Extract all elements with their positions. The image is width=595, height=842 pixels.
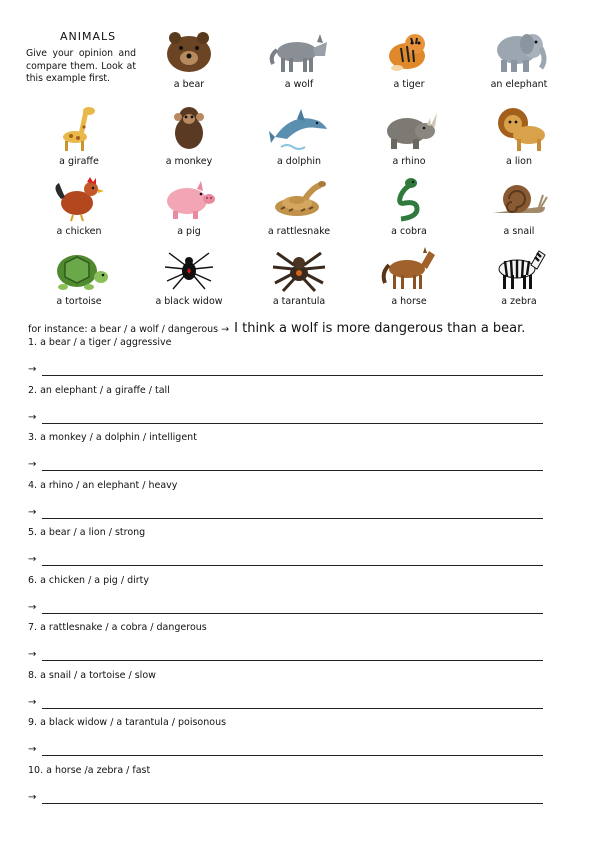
page-title: ANIMALS (60, 30, 117, 43)
animal-card (354, 173, 464, 237)
answer-line[interactable] (42, 660, 543, 661)
answer-row (28, 554, 543, 568)
answer-row (28, 792, 543, 806)
answer-line[interactable] (42, 755, 543, 756)
arrow-icon: → (28, 791, 37, 803)
instructions: Give your opinion and compare them. Look at this example first. (26, 48, 136, 85)
exercise-prompt: 1. a bear / a tiger / aggressive (28, 337, 172, 348)
arrow-icon: → (28, 459, 37, 470)
animal-label: a dolphin (276, 156, 322, 167)
answer-line[interactable] (42, 518, 543, 519)
lion-icon (487, 103, 551, 153)
exercise-item (28, 337, 543, 378)
exercise-prompt: 10. a horse /a zebra / fast (28, 764, 151, 776)
snail-icon (487, 173, 551, 223)
animal-label: a tiger (393, 79, 425, 90)
exercise-prompt: 4. a rhino / an elephant / heavy (28, 479, 178, 491)
answer-row (28, 412, 543, 426)
answer-line[interactable] (42, 375, 543, 376)
animal-card (464, 103, 574, 167)
animal-card (244, 26, 354, 90)
arrow-icon: → (28, 554, 37, 565)
rhino-icon (377, 103, 441, 153)
example-arrow: → (221, 324, 230, 335)
animal-label: a rattlesnake (267, 226, 331, 237)
elephant-icon (487, 26, 551, 76)
answer-row (28, 697, 543, 711)
animal-label: an elephant (490, 79, 548, 90)
cobra-icon (377, 173, 441, 223)
answer-line[interactable] (42, 708, 543, 709)
answer-line[interactable] (42, 565, 543, 566)
example-answer: I think a wolf is more dangerous than a bear. (234, 321, 526, 336)
arrow-icon: → (28, 696, 37, 708)
exercise-prompt: 7. a rattlesnake / a cobra / dangerous (28, 622, 207, 633)
answer-row (28, 602, 543, 616)
animal-label: a rhino (392, 156, 426, 167)
animal-card (134, 26, 244, 90)
monkey-icon (157, 103, 221, 153)
exercise-prompt: 6. a chicken / a pig / dirty (28, 574, 150, 586)
exercise-item (28, 527, 543, 568)
exercise-item (28, 480, 543, 521)
animal-card (244, 173, 354, 237)
animal-card (24, 243, 134, 307)
animal-label: a tortoise (56, 296, 102, 307)
zebra-icon (487, 243, 551, 293)
answer-row (28, 507, 543, 521)
arrow-icon: → (28, 601, 37, 613)
exercise-item (28, 670, 543, 711)
animal-card (464, 26, 574, 90)
animal-label: a horse (391, 296, 427, 307)
animal-card (464, 173, 574, 237)
animal-label: a giraffe (59, 156, 99, 167)
tarantula-icon (267, 243, 331, 293)
animal-label: a monkey (165, 156, 213, 167)
animal-card (244, 103, 354, 167)
animal-card (244, 243, 354, 307)
animal-label: a zebra (501, 296, 537, 307)
example-sentence (28, 321, 525, 336)
exercise-prompt: 2. an elephant / a giraffe / tall (28, 384, 170, 396)
answer-row (28, 649, 543, 663)
example-prompt: for instance: a bear / a wolf / dangerous (28, 324, 219, 335)
dolphin-icon (267, 103, 331, 153)
arrow-icon: → (28, 411, 37, 423)
exercise-item (28, 432, 543, 473)
animal-card (354, 103, 464, 167)
bear-icon (157, 26, 221, 76)
arrow-icon: → (28, 364, 37, 375)
rattlesnake-icon (267, 173, 331, 223)
arrow-icon: → (28, 649, 37, 660)
animal-label: a tarantula (272, 296, 326, 307)
animal-card (134, 103, 244, 167)
answer-line[interactable] (42, 470, 543, 471)
animal-card (354, 243, 464, 307)
exercise-item (28, 717, 543, 758)
animal-label: a pig (177, 226, 201, 237)
tiger-icon (377, 26, 441, 76)
animal-label: a black widow (155, 296, 223, 307)
answer-line[interactable] (42, 423, 543, 424)
animal-card (134, 243, 244, 307)
animal-label: a bear (173, 79, 205, 90)
arrow-icon: → (28, 744, 37, 755)
answer-row (28, 364, 543, 378)
pig-icon (157, 173, 221, 223)
animal-card (134, 173, 244, 237)
animal-card (354, 26, 464, 90)
chicken-icon (47, 173, 111, 223)
exercise-prompt: 3. a monkey / a dolphin / intelligent (28, 432, 197, 443)
answer-line[interactable] (42, 613, 543, 614)
exercise-prompt: 5. a bear / a lion / strong (28, 527, 146, 538)
animal-card (24, 103, 134, 167)
animal-card (24, 173, 134, 237)
animal-card (464, 243, 574, 307)
animal-label: a chicken (56, 226, 102, 237)
giraffe-icon (47, 103, 111, 153)
exercise-prompt: 8. a snail / a tortoise / slow (28, 669, 156, 681)
exercise-item (28, 385, 543, 426)
animal-label: a lion (506, 156, 532, 167)
arrow-icon: → (28, 506, 37, 518)
tortoise-icon (47, 243, 111, 293)
answer-line[interactable] (42, 803, 543, 804)
exercise-item (28, 575, 543, 616)
exercise-item (28, 765, 543, 806)
answer-row (28, 744, 543, 758)
black-widow-icon (157, 243, 221, 293)
animal-label: a cobra (391, 226, 427, 237)
animal-label: a wolf (284, 79, 314, 90)
wolf-icon (267, 26, 331, 76)
exercise-prompt: 9. a black widow / a tarantula / poisonous (28, 717, 227, 728)
horse-icon (377, 243, 441, 293)
animal-label: a snail (503, 226, 535, 237)
answer-row (28, 459, 543, 473)
exercise-item (28, 622, 543, 663)
